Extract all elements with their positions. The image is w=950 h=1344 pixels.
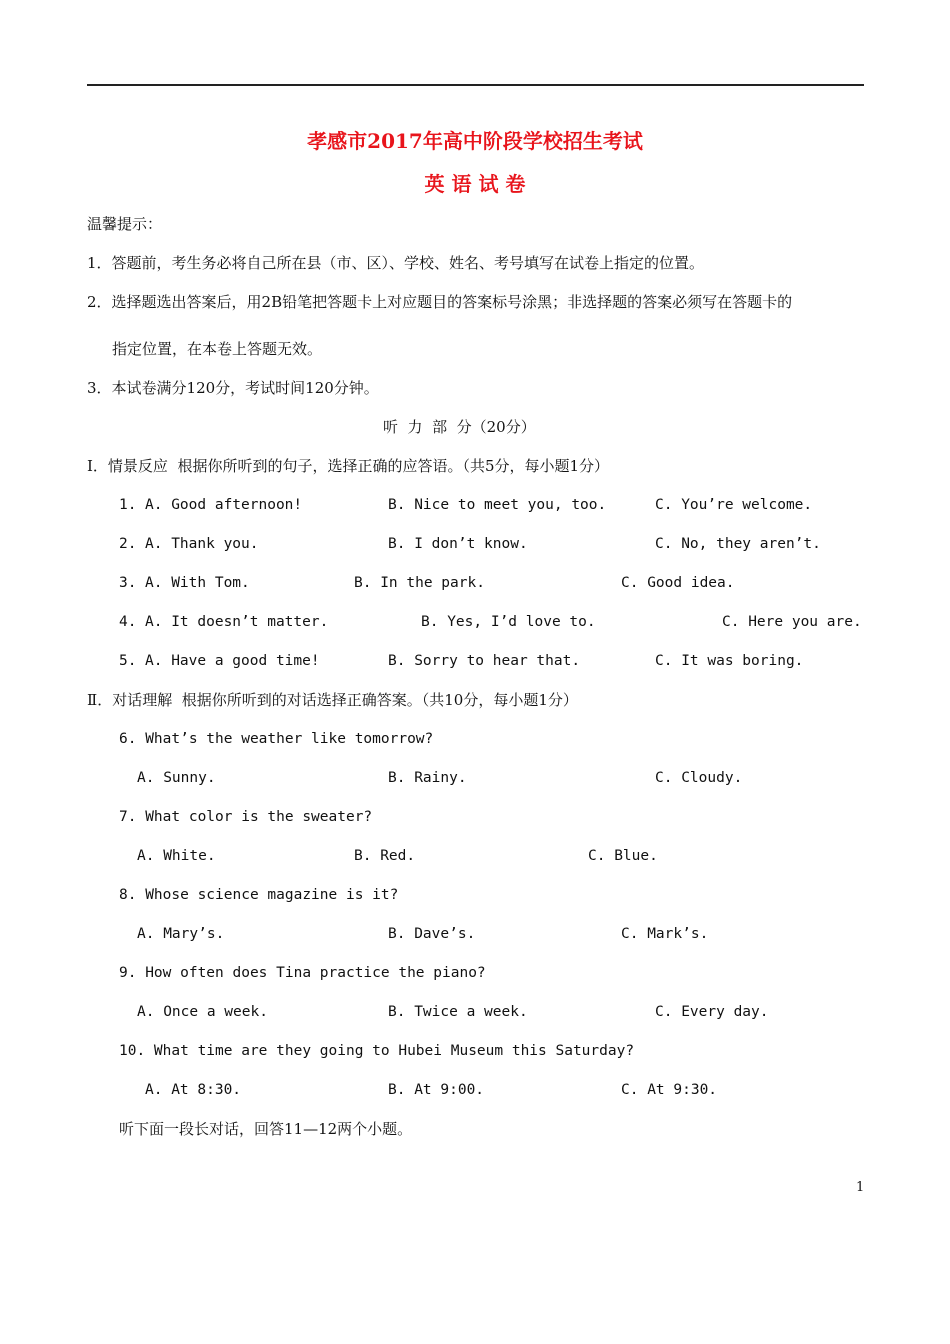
section2-heading: Ⅱ．对话理解 根据你所听到的对话选择正确答案。（共10分，每小题1分） <box>87 691 578 709</box>
q9-option-b: B. Twice a week. <box>388 1004 528 1020</box>
q10-option-c: C. At 9:30. <box>621 1082 718 1098</box>
q2-number: 2. <box>119 536 137 552</box>
q3-option-b: B. In the park. <box>354 575 485 591</box>
q8-option-a: A. Mary’s. <box>137 926 225 942</box>
q6-option-b: B. Rainy. <box>388 770 467 786</box>
q3-option-a: A. With Tom. <box>145 575 250 591</box>
q5-option-a: A. Have a good time! <box>145 653 320 669</box>
header-rule <box>87 84 864 86</box>
q9-option-c: C. Every day. <box>655 1004 769 1020</box>
q6-question: 6. What’s the weather like tomorrow? <box>119 731 434 747</box>
page-number: 1 <box>856 1180 865 1195</box>
tips-heading: 温馨提示： <box>87 215 163 233</box>
q4-option-c: C. Here you are. <box>722 614 862 630</box>
q10-option-a: A. At 8:30. <box>145 1082 242 1098</box>
q5-option-c: C. It was boring. <box>655 653 804 669</box>
q7-question: 7. What color is the sweater? <box>119 809 373 825</box>
q6-option-a: A. Sunny. <box>137 770 216 786</box>
tip-item-3: 3．本试卷满分120分，考试时间120分钟。 <box>87 379 379 397</box>
exam-title: 孝感市2017年高中阶段学校招生考试 <box>307 129 643 153</box>
q2-option-c: C. No, they aren’t. <box>655 536 821 552</box>
q6-option-c: C. Cloudy. <box>655 770 743 786</box>
q10-question: 10. What time are they going to Hubei Museum this Saturday? <box>119 1043 635 1059</box>
q3-number: 3. <box>119 575 137 591</box>
listening-title: 听 力 部 分（20分） <box>383 418 536 436</box>
q1-option-b: B. Nice to meet you, too. <box>388 497 607 513</box>
q9-option-a: A. Once a week. <box>137 1004 268 1020</box>
q4-number: 4. <box>119 614 137 630</box>
q4-option-a: A. It doesn’t matter. <box>145 614 329 630</box>
q10-option-b: B. At 9:00. <box>388 1082 485 1098</box>
section1-heading: Ⅰ．情景反应 根据你所听到的句子，选择正确的应答语。（共5分，每小题1分） <box>87 457 610 475</box>
q5-number: 5. <box>119 653 137 669</box>
q4-option-b: B. Yes, I’d love to. <box>421 614 596 630</box>
q1-option-a: A. Good afternoon! <box>145 497 303 513</box>
q3-option-c: C. Good idea. <box>621 575 735 591</box>
q2-option-b: B. I don’t know. <box>388 536 528 552</box>
q5-option-b: B. Sorry to hear that. <box>388 653 581 669</box>
tip-item-2-cont: 指定位置，在本卷上答题无效。 <box>112 340 323 358</box>
q7-option-c: C. Blue. <box>588 848 658 864</box>
q8-question: 8. Whose science magazine is it? <box>119 887 399 903</box>
q7-option-b: B. Red. <box>354 848 416 864</box>
q8-option-b: B. Dave’s. <box>388 926 476 942</box>
tip-item-2: 2．选择题选出答案后，用2B铅笔把答题卡上对应题目的答案标号涂黑；非选择题的答案必须写在答题卡的 <box>87 293 793 311</box>
q9-question: 9. How often does Tina practice the piano? <box>119 965 486 981</box>
q2-option-a: A. Thank you. <box>145 536 259 552</box>
exam-subtitle: 英 语 试 卷 <box>424 172 526 196</box>
q8-option-c: C. Mark’s. <box>621 926 709 942</box>
q1-number: 1. <box>119 497 137 513</box>
q1-option-c: C. You’re welcome. <box>655 497 813 513</box>
q7-option-a: A. White. <box>137 848 216 864</box>
section2-note: 听下面一段长对话，回答11—12两个小题。 <box>119 1120 413 1138</box>
tip-item-1: 1．答题前，考生务必将自己所在县（市、区）、学校、姓名、考号填写在试卷上指定的位置。 <box>87 254 705 272</box>
